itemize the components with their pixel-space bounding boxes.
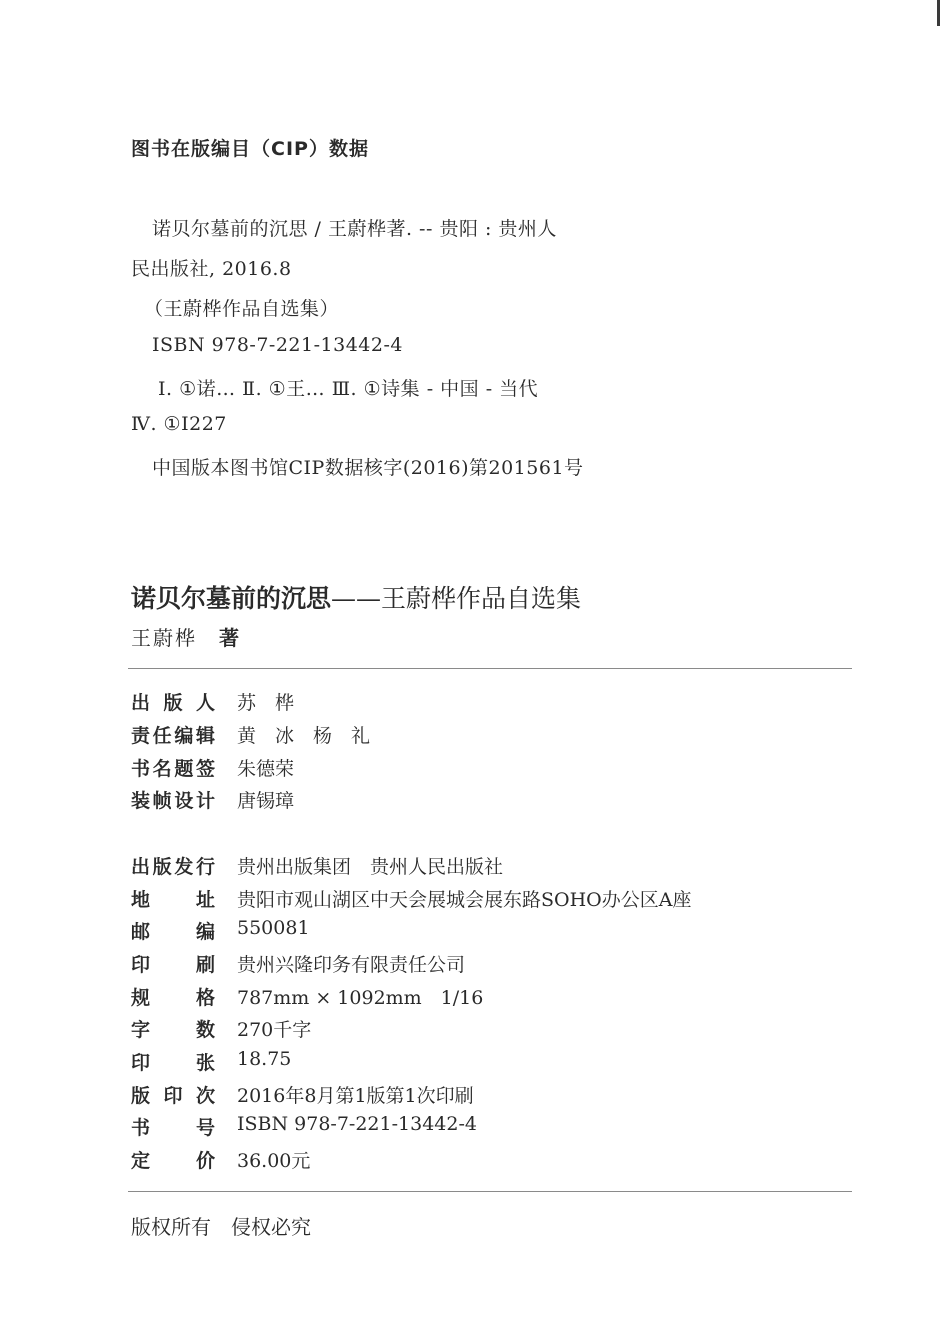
cip-line-classification: Ⅳ. ①I227: [131, 413, 227, 435]
author-name: 王蔚桦: [131, 626, 197, 650]
cip-line-publisher: 民出版社, 2016.8: [131, 258, 292, 280]
info-value: 朱德荣: [237, 758, 295, 780]
cip-line-isbn: ISBN 978-7-221-13442-4: [152, 334, 403, 356]
info-label: 邮编: [131, 921, 215, 943]
book-title-main: 诺贝尔墓前的沉思: [131, 584, 332, 613]
info-label: 版印次: [131, 1085, 215, 1107]
divider-bottom: [128, 1191, 852, 1192]
info-value: 贵州出版集团 贵州人民出版社: [237, 856, 504, 878]
info-label: 印刷: [131, 954, 215, 976]
info-value: ISBN 978-7-221-13442-4: [237, 1113, 477, 1135]
info-label: 出版发行: [131, 856, 215, 878]
cip-line-title: 诺贝尔墓前的沉思 / 王蔚桦著. -- 贵阳 : 贵州人: [152, 218, 557, 240]
divider-top: [128, 668, 852, 669]
cip-heading: 图书在版编目（CIP）数据: [131, 138, 369, 160]
info-label: 出版人: [131, 692, 215, 714]
info-label: 书号: [131, 1117, 215, 1139]
info-value: 550081: [237, 917, 310, 939]
info-label: 印张: [131, 1052, 215, 1074]
book-title-sub: ——王蔚桦作品自选集: [331, 584, 582, 613]
author-role: 著: [219, 626, 239, 650]
info-value: 黄 冰 杨 礼: [237, 725, 371, 747]
cip-line-cip-number: 中国版本图书馆CIP数据核字(2016)第201561号: [152, 457, 584, 479]
info-value: 36.00元: [237, 1150, 311, 1172]
info-value: 787mm × 1092mm 1/16: [237, 987, 484, 1009]
info-label: 字数: [131, 1019, 215, 1041]
copyright-notice: [131, 1211, 311, 1240]
info-label: 书名题签: [131, 758, 215, 780]
info-value: 唐锡璋: [237, 790, 295, 812]
info-label: 责任编辑: [131, 725, 215, 747]
copyright-warning: 侵权必究: [231, 1215, 311, 1239]
copyright-text: 版权所有: [131, 1215, 211, 1239]
info-label: 地址: [131, 889, 215, 911]
info-label: 规格: [131, 987, 215, 1009]
info-value: 270千字: [237, 1019, 312, 1041]
author-line: [131, 622, 239, 651]
book-title: [131, 579, 581, 615]
info-value: 18.75: [237, 1048, 292, 1070]
cip-line-subjects: Ⅰ. ①诺… Ⅱ. ①王… Ⅲ. ①诗集 - 中国 - 当代: [158, 378, 539, 400]
info-label: 装帧设计: [131, 790, 215, 812]
info-value: 贵阳市观山湖区中天会展城会展东路SOHO办公区A座: [237, 889, 692, 911]
info-value: 苏 桦: [237, 692, 295, 714]
info-value: 2016年8月第1版第1次印刷: [237, 1085, 474, 1107]
info-label: 定价: [131, 1150, 215, 1172]
cip-line-series: （王蔚桦作品自选集）: [144, 298, 340, 320]
edge-mark: [937, 0, 940, 26]
info-value: 贵州兴隆印务有限责任公司: [237, 954, 466, 976]
